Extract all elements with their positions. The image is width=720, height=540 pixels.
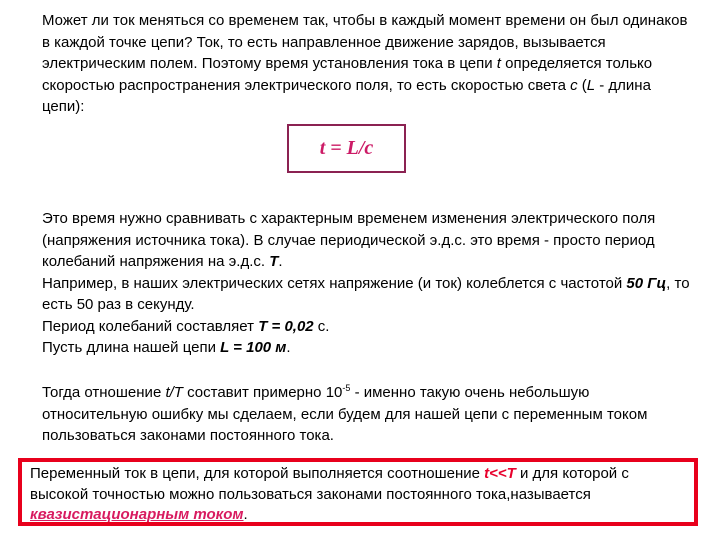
definition-box (18, 458, 698, 526)
period-value: T = 0,02 (258, 317, 314, 335)
line (42, 273, 692, 316)
line (42, 316, 692, 338)
text: Тогда отношение (42, 384, 166, 401)
length-value: L = 100 м (220, 339, 287, 356)
paragraph-ratio (42, 382, 692, 447)
text: - длина цепи): (42, 76, 651, 115)
text: определяется только скоростью распространения электрического поля, то есть скоростью света (42, 55, 653, 94)
text: Переменный ток в цепи, для которой выполняется соотношение (30, 465, 485, 482)
exponent: -5 (342, 383, 351, 393)
line (42, 337, 692, 359)
formula-box (287, 124, 406, 173)
term-quasistationary: квазистационарным током (30, 506, 244, 523)
text: ( (577, 76, 587, 94)
text: , то есть 50 раз в секунду. (42, 274, 690, 313)
text: . (243, 506, 248, 523)
symbol-T: T (269, 253, 279, 270)
text: с. (313, 317, 330, 335)
symbol-t: t (496, 55, 501, 72)
frequency-value: 50 Гц (626, 274, 667, 292)
text: Это время нужно сравнивать с характерным временем изменения электрического поля (напряжения источника тока). В случае периодической э.д.с. это время - просто период колебаний напряжения на э.д.с. (42, 210, 656, 270)
paragraph-period (42, 208, 692, 359)
ratio-symbol: t/T (165, 384, 183, 401)
line (42, 208, 692, 273)
text: Период колебаний составляет (42, 317, 259, 335)
text: Пусть длина нашей цепи (42, 339, 221, 356)
text: Может ли ток меняться со временем так, чтобы в каждый момент времени он был одинаков в каждой точке цепи? Ток, то есть направленное движение зарядов, вызывается электрическим полем. Поэтому время установления тока в цепи (42, 12, 688, 72)
condition: t<<T (484, 465, 516, 482)
text: Например, в наших электрических сетях напряжение (и ток) колеблется с частотой (42, 274, 627, 292)
paragraph-intro (42, 10, 692, 118)
text: . (286, 339, 291, 356)
text: - именно такую очень небольшую относительную ошибку мы сделаем, если будем для нашей цепи с переменным током пользоваться законами постоянного тока. (42, 384, 648, 444)
text: и для которой с высокой точностью можно пользоваться законами постоянного тока,называется (30, 465, 629, 503)
text: составит примерно 10 (182, 384, 343, 401)
text: . (278, 253, 283, 270)
symbol-L: L (586, 76, 596, 94)
symbol-c: c (570, 76, 578, 94)
formula-text: t = L/c (319, 137, 374, 159)
